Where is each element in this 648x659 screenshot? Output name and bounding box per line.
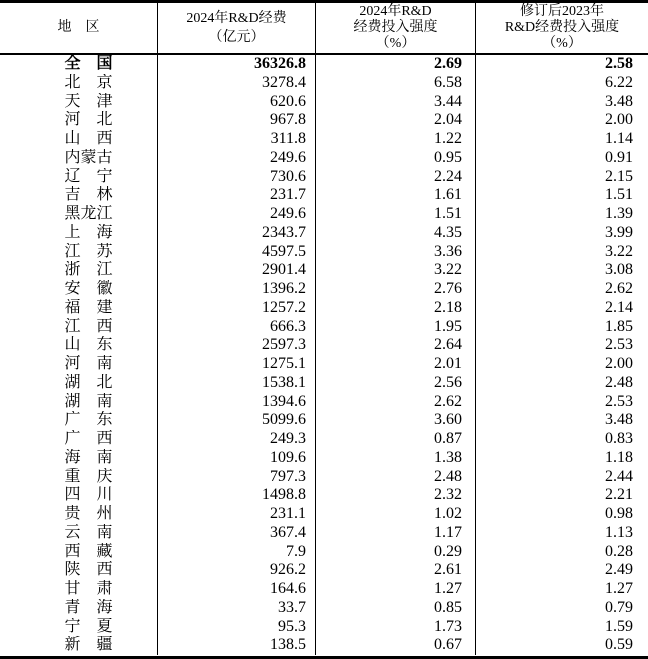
intensity-2023-revised-cell: 1.14 bbox=[475, 130, 648, 149]
region-cell: 江 西 bbox=[64, 317, 113, 335]
intensity-2023-revised-cell: 2.49 bbox=[475, 561, 648, 580]
region-cell: 重 庆 bbox=[64, 467, 113, 485]
table-row bbox=[0, 393, 648, 412]
intensity-2023-revised-cell: 0.28 bbox=[475, 543, 648, 562]
intensity-2023-revised-cell: 2.14 bbox=[475, 299, 648, 318]
header-line: （亿元） bbox=[208, 30, 265, 45]
rd-funds-cell: 666.3 bbox=[157, 318, 315, 337]
region-cell: 江 苏 bbox=[64, 242, 113, 260]
intensity-2024-cell: 2.01 bbox=[315, 355, 475, 374]
intensity-2023-revised-cell: 0.91 bbox=[475, 149, 648, 168]
intensity-2024-cell: 2.18 bbox=[315, 299, 475, 318]
region-cell: 广 西 bbox=[64, 430, 113, 447]
rd-funds-cell: 4597.5 bbox=[157, 243, 315, 262]
intensity-2024-cell: 2.69 bbox=[315, 55, 475, 74]
intensity-2023-revised-cell: 2.53 bbox=[475, 393, 648, 412]
intensity-2023-revised-cell: 1.51 bbox=[475, 186, 648, 205]
region-cell: 全 国 bbox=[64, 55, 113, 72]
region-cell: 贵 州 bbox=[64, 505, 113, 522]
intensity-2023-revised-cell: 2.44 bbox=[475, 468, 648, 487]
table-row bbox=[0, 636, 648, 655]
rd-funds-cell: 2901.4 bbox=[157, 261, 315, 280]
intensity-2024-cell: 2.32 bbox=[315, 486, 475, 505]
table-row bbox=[0, 224, 648, 243]
intensity-2023-revised-cell: 6.22 bbox=[475, 74, 648, 93]
table-row bbox=[0, 580, 648, 599]
rd-funds-cell: 1394.6 bbox=[157, 393, 315, 412]
intensity-2023-revised-cell: 0.98 bbox=[475, 505, 648, 524]
rd-funds-cell: 620.6 bbox=[157, 93, 315, 112]
rd-funds-cell: 1396.2 bbox=[157, 280, 315, 299]
header-intensity-2023-revised bbox=[475, 3, 648, 53]
rd-funds-cell: 1257.2 bbox=[157, 299, 315, 318]
intensity-2023-revised-cell: 3.48 bbox=[475, 93, 648, 112]
region-cell: 西 藏 bbox=[64, 542, 113, 560]
intensity-2024-cell: 3.36 bbox=[315, 243, 475, 262]
intensity-2024-cell: 1.95 bbox=[315, 318, 475, 337]
intensity-2023-revised-cell: 3.48 bbox=[475, 411, 648, 430]
region-cell: 河 南 bbox=[64, 355, 113, 372]
region-cell: 湖 南 bbox=[64, 392, 113, 410]
rd-funds-cell: 367.4 bbox=[157, 524, 315, 543]
intensity-2024-cell: 6.58 bbox=[315, 74, 475, 93]
intensity-2023-revised-cell: 0.83 bbox=[475, 430, 648, 449]
table-row bbox=[0, 411, 648, 430]
table-row bbox=[0, 130, 648, 149]
intensity-2024-cell: 0.29 bbox=[315, 543, 475, 562]
region-cell: 陕 西 bbox=[64, 561, 113, 579]
rd-funds-cell: 926.2 bbox=[157, 561, 315, 580]
rd-funds-cell: 1275.1 bbox=[157, 355, 315, 374]
intensity-2024-cell: 1.22 bbox=[315, 130, 475, 149]
intensity-2023-revised-cell: 1.13 bbox=[475, 524, 648, 543]
intensity-2024-cell: 0.87 bbox=[315, 430, 475, 449]
region-cell: 云 南 bbox=[64, 523, 113, 541]
intensity-2024-cell: 4.35 bbox=[315, 224, 475, 243]
intensity-2023-revised-cell: 2.62 bbox=[475, 280, 648, 299]
region-cell: 甘 肃 bbox=[64, 580, 113, 597]
region-cell: 山 西 bbox=[64, 130, 113, 147]
intensity-2024-cell: 1.73 bbox=[315, 618, 475, 637]
intensity-2024-cell: 2.76 bbox=[315, 280, 475, 299]
intensity-2024-cell: 1.61 bbox=[315, 186, 475, 205]
intensity-2023-revised-cell: 1.85 bbox=[475, 318, 648, 337]
intensity-2024-cell: 2.24 bbox=[315, 168, 475, 187]
rd-funds-cell: 797.3 bbox=[157, 468, 315, 487]
intensity-2024-cell: 2.04 bbox=[315, 111, 475, 130]
region-cell: 天 津 bbox=[64, 92, 113, 110]
header-rd-funds-2024 bbox=[157, 3, 315, 53]
region-cell: 河 北 bbox=[64, 111, 113, 129]
header-line: 2024年R&D经费 bbox=[186, 11, 287, 26]
region-cell: 广 东 bbox=[64, 411, 113, 429]
table-row bbox=[0, 111, 648, 130]
table-row bbox=[0, 355, 648, 374]
region-cell: 吉 林 bbox=[64, 186, 113, 204]
header-line: R&D经费投入强度 bbox=[504, 20, 620, 35]
intensity-2024-cell: 1.51 bbox=[315, 205, 475, 224]
rd-funds-cell: 36326.8 bbox=[157, 55, 315, 74]
table-row bbox=[0, 618, 648, 637]
region-cell: 四 川 bbox=[64, 486, 113, 504]
header-line: 经费投入强度 bbox=[353, 20, 438, 35]
intensity-2023-revised-cell: 2.00 bbox=[475, 355, 648, 374]
intensity-2024-cell: 1.38 bbox=[315, 449, 475, 468]
region-cell: 福 建 bbox=[64, 298, 113, 316]
table-row bbox=[0, 261, 648, 280]
region-cell: 辽 宁 bbox=[64, 167, 113, 185]
rd-funds-cell: 1538.1 bbox=[157, 374, 315, 393]
table-row bbox=[0, 468, 648, 487]
region-cell: 北 京 bbox=[64, 73, 113, 91]
intensity-2024-cell: 3.60 bbox=[315, 411, 475, 430]
table-row bbox=[0, 599, 648, 618]
rd-funds-cell: 5099.6 bbox=[157, 411, 315, 430]
rd-funds-cell: 138.5 bbox=[157, 636, 315, 655]
region-cell: 宁 夏 bbox=[64, 617, 113, 635]
intensity-2024-cell: 0.95 bbox=[315, 149, 475, 168]
table-row bbox=[0, 243, 648, 262]
intensity-2024-cell: 2.62 bbox=[315, 393, 475, 412]
intensity-2023-revised-cell: 2.58 bbox=[475, 55, 648, 74]
rd-funds-cell: 730.6 bbox=[157, 168, 315, 187]
table-row bbox=[0, 55, 648, 74]
table-row bbox=[0, 449, 648, 468]
rd-funds-cell: 7.9 bbox=[157, 543, 315, 562]
table-header-row bbox=[0, 3, 648, 55]
header-line: 修订后2023年 bbox=[520, 4, 604, 19]
header-intensity-2024 bbox=[315, 3, 475, 53]
region-cell: 内蒙古 bbox=[64, 148, 113, 166]
table-row bbox=[0, 486, 648, 505]
rd-funds-cell: 164.6 bbox=[157, 580, 315, 599]
intensity-2023-revised-cell: 2.15 bbox=[475, 168, 648, 187]
rd-funds-cell: 33.7 bbox=[157, 599, 315, 618]
region-cell: 新 疆 bbox=[64, 636, 113, 654]
intensity-2023-revised-cell: 1.18 bbox=[475, 449, 648, 468]
table-row bbox=[0, 543, 648, 562]
table-row bbox=[0, 336, 648, 355]
table-row bbox=[0, 149, 648, 168]
table-row bbox=[0, 505, 648, 524]
rd-funds-cell: 95.3 bbox=[157, 618, 315, 637]
intensity-2023-revised-cell: 1.59 bbox=[475, 618, 648, 637]
table-row bbox=[0, 430, 648, 449]
rd-funds-cell: 3278.4 bbox=[157, 74, 315, 93]
rd-funds-cell: 2597.3 bbox=[157, 336, 315, 355]
intensity-2024-cell: 2.64 bbox=[315, 336, 475, 355]
header-line: （%） bbox=[542, 36, 582, 51]
intensity-2023-revised-cell: 3.99 bbox=[475, 224, 648, 243]
rd-funds-cell: 249.6 bbox=[157, 149, 315, 168]
table-row bbox=[0, 280, 648, 299]
table-row bbox=[0, 299, 648, 318]
intensity-2023-revised-cell: 2.21 bbox=[475, 486, 648, 505]
intensity-2024-cell: 2.56 bbox=[315, 374, 475, 393]
intensity-2024-cell: 0.85 bbox=[315, 599, 475, 618]
intensity-2023-revised-cell: 3.22 bbox=[475, 243, 648, 262]
table-row bbox=[0, 74, 648, 93]
intensity-2023-revised-cell: 0.79 bbox=[475, 599, 648, 618]
rd-funds-cell: 231.7 bbox=[157, 186, 315, 205]
intensity-2024-cell: 2.48 bbox=[315, 468, 475, 487]
intensity-2023-revised-cell: 2.48 bbox=[475, 374, 648, 393]
intensity-2023-revised-cell: 1.27 bbox=[475, 580, 648, 599]
intensity-2023-revised-cell: 3.08 bbox=[475, 261, 648, 280]
region-cell: 海 南 bbox=[64, 448, 113, 466]
header-line: （%） bbox=[375, 36, 416, 51]
intensity-2024-cell: 3.22 bbox=[315, 261, 475, 280]
region-cell: 青 海 bbox=[64, 598, 113, 616]
header-region bbox=[0, 3, 157, 53]
rd-funds-cell: 249.6 bbox=[157, 205, 315, 224]
intensity-2023-revised-cell: 0.59 bbox=[475, 636, 648, 655]
rd-funds-cell: 967.8 bbox=[157, 111, 315, 130]
region-cell: 山 东 bbox=[64, 336, 113, 354]
rd-funds-cell: 2343.7 bbox=[157, 224, 315, 243]
rd-funds-cell: 1498.8 bbox=[157, 486, 315, 505]
region-cell: 湖 北 bbox=[64, 373, 113, 391]
intensity-2024-cell: 1.27 bbox=[315, 580, 475, 599]
header-region-label: 地 区 bbox=[57, 20, 100, 35]
intensity-2023-revised-cell: 2.53 bbox=[475, 336, 648, 355]
region-cell: 浙 江 bbox=[64, 261, 113, 279]
region-cell: 黑龙江 bbox=[64, 205, 113, 222]
table-row bbox=[0, 374, 648, 393]
table-row bbox=[0, 524, 648, 543]
table-row bbox=[0, 186, 648, 205]
intensity-2023-revised-cell: 2.00 bbox=[475, 111, 648, 130]
table-row bbox=[0, 318, 648, 337]
table-row bbox=[0, 205, 648, 224]
table-body bbox=[0, 55, 648, 656]
intensity-2024-cell: 0.67 bbox=[315, 636, 475, 655]
table-row bbox=[0, 93, 648, 112]
intensity-2024-cell: 2.61 bbox=[315, 561, 475, 580]
rd-funds-cell: 231.1 bbox=[157, 505, 315, 524]
rd-funds-cell: 109.6 bbox=[157, 449, 315, 468]
table-row bbox=[0, 168, 648, 187]
intensity-2023-revised-cell: 1.39 bbox=[475, 205, 648, 224]
table-row bbox=[0, 561, 648, 580]
rd-funds-cell: 311.8 bbox=[157, 130, 315, 149]
intensity-2024-cell: 1.02 bbox=[315, 505, 475, 524]
header-line: 2024年R&D bbox=[359, 4, 432, 19]
region-cell: 上 海 bbox=[64, 223, 113, 241]
intensity-2024-cell: 3.44 bbox=[315, 93, 475, 112]
rd-funds-cell: 249.3 bbox=[157, 430, 315, 449]
intensity-2024-cell: 1.17 bbox=[315, 524, 475, 543]
region-cell: 安 徽 bbox=[64, 280, 113, 297]
